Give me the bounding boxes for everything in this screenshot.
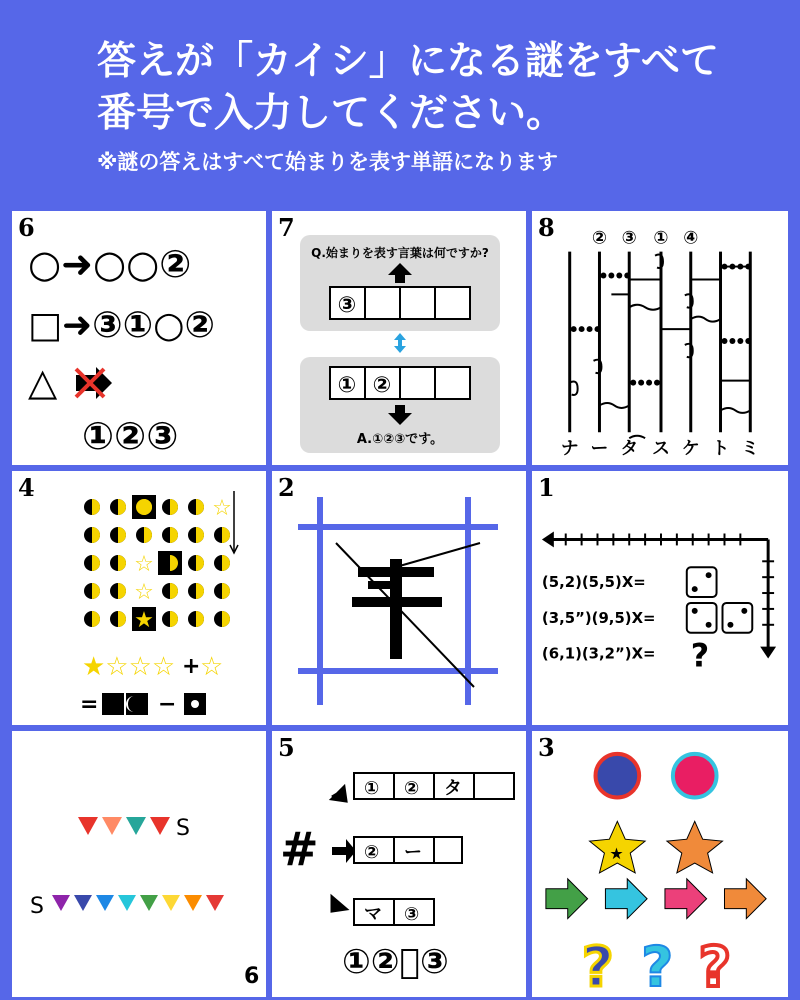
puzzle-panel-6a[interactable] — [12, 211, 266, 465]
moon-cell — [188, 583, 204, 599]
title-line-1: 答えが「カイシ」になる謎をすべて — [97, 39, 720, 84]
title-line-2: 番号で入力してください。 — [97, 91, 566, 136]
moon-cell — [84, 555, 100, 571]
circle-icon — [673, 754, 717, 798]
puzzle-panel-1[interactable] — [532, 471, 788, 725]
moon-cell — [84, 527, 100, 543]
panel-2-drawing — [272, 471, 526, 725]
moon-cell — [84, 583, 100, 599]
panel-number: 1 — [538, 473, 555, 502]
panel-number: 7 — [278, 213, 295, 242]
equation-3: (6,1)(3,2”)X= — [541, 644, 656, 663]
svg-text:ス: ス — [652, 438, 670, 460]
diagonal-lines — [336, 543, 480, 687]
svg-text:④: ④ — [683, 227, 699, 249]
swap-arrow-icon — [394, 333, 406, 353]
box-bottom-cell-2: ② — [372, 373, 392, 398]
arrow-down-icon — [760, 647, 776, 659]
plus-sign: + — [182, 654, 201, 679]
panel-6b-drawing — [12, 731, 266, 997]
svg-text:★: ★ — [134, 608, 154, 633]
question-icon: ? — [698, 935, 731, 997]
moon-cell — [110, 583, 126, 599]
svg-text:③: ③ — [404, 904, 420, 925]
header — [0, 0, 800, 210]
svg-text:☆: ☆ — [134, 552, 154, 577]
svg-text:ー: ー — [590, 438, 609, 460]
panel-8-drawing — [532, 211, 786, 465]
puzzle-panel-6b[interactable] — [12, 731, 266, 997]
star-icon — [667, 821, 723, 873]
puzzle-panel-2[interactable] — [272, 471, 526, 725]
panel-number: 8 — [538, 213, 555, 242]
question-mark: ? — [690, 638, 710, 675]
panel-number: 6 — [244, 964, 260, 989]
moon-cell — [162, 527, 178, 543]
panel-number: 3 — [538, 733, 555, 762]
hash-symbol: # — [280, 822, 319, 876]
moon-cell — [110, 527, 126, 543]
panel-number: 6 — [18, 213, 35, 242]
moon-cell — [84, 611, 100, 627]
arrow-icon — [332, 787, 346, 801]
question-icon: ? — [581, 935, 614, 997]
svg-text:☆: ☆ — [212, 496, 232, 521]
svg-text:マ: マ — [364, 904, 382, 925]
moon-cell — [132, 607, 156, 633]
svg-text:③: ③ — [621, 227, 637, 249]
panel-number: 2 — [278, 473, 295, 502]
box-bottom-cell-1: ① — [337, 373, 357, 398]
panel-number: 4 — [18, 473, 35, 502]
dice-icon — [687, 567, 717, 597]
puzzle-panel-8[interactable] — [532, 211, 788, 465]
shape-row-2: □➜③①○② — [28, 305, 216, 346]
svg-text:☆: ☆ — [134, 580, 154, 605]
page-subtitle: ※謎の答えはすべて始まりを表す単語になります — [97, 150, 558, 174]
panel-3-drawing — [532, 731, 786, 997]
moon-cell — [214, 583, 230, 599]
page-title — [97, 36, 719, 140]
arrow-row — [546, 879, 766, 919]
circle-icon — [596, 754, 640, 798]
moon-cell — [162, 583, 178, 599]
flag-row-bottom — [52, 895, 224, 911]
right-letter: S — [176, 816, 190, 841]
moon-cell — [162, 499, 178, 515]
svg-text:ミ: ミ — [741, 438, 760, 460]
moon-cell — [188, 527, 204, 543]
moon-cell — [214, 611, 230, 627]
moon-cell — [162, 611, 178, 627]
svg-text:①: ① — [364, 778, 380, 799]
svg-text:☆: ☆ — [200, 652, 224, 682]
puzzle-panel-7[interactable] — [272, 211, 526, 465]
equation-2: (3,5”)(9,5)X= — [541, 608, 656, 627]
svg-text:②: ② — [404, 778, 420, 799]
dice-icon — [687, 603, 717, 633]
box-top-cell: ③ — [337, 293, 357, 318]
panel-number: 5 — [278, 733, 295, 762]
svg-text:①: ① — [653, 227, 669, 249]
panel-7-drawing — [272, 211, 526, 465]
equals-sign: = — [80, 692, 99, 717]
svg-text:★: ★ — [609, 844, 624, 864]
arrow-icon — [332, 839, 356, 863]
svg-text:タ: タ — [444, 778, 462, 799]
svg-text:タ: タ — [620, 438, 639, 460]
answer-text: A.①②③です。 — [356, 432, 444, 447]
puzzle-grid — [12, 211, 788, 997]
moon-cell — [214, 555, 230, 571]
svg-text:②: ② — [364, 842, 380, 863]
moon-cell — [110, 611, 126, 627]
puzzle-panel-5[interactable] — [272, 731, 526, 997]
panel-5-answer: ①②゙③ — [342, 942, 449, 982]
minus-sign: − — [158, 692, 177, 717]
shape-row-1: ○➜○○② — [28, 242, 192, 286]
shape-row-3: △ — [28, 360, 58, 404]
dice-icon — [723, 603, 753, 633]
question-icon: ? — [641, 935, 674, 997]
moon-cell — [136, 527, 152, 543]
moon-cell — [212, 496, 232, 521]
moon-cell — [188, 555, 204, 571]
puzzle-panel-4[interactable] — [12, 471, 266, 725]
arrow-left-icon — [542, 532, 554, 548]
svg-text:ー: ー — [404, 842, 422, 863]
panel-5-drawing — [272, 731, 526, 997]
moon-cell — [158, 551, 182, 575]
moon-cell — [84, 499, 100, 515]
equation-1: (5,2)(5,5)X= — [541, 573, 646, 592]
moon-cell — [110, 499, 126, 515]
arrow-icon — [332, 897, 346, 911]
panel-1-drawing — [532, 471, 786, 725]
panel-4-drawing — [12, 471, 266, 725]
left-letter: S — [30, 894, 44, 919]
moon-cell — [134, 580, 154, 605]
panel-6a-drawing — [12, 211, 266, 465]
panel-6a-answer: ①②③ — [82, 414, 179, 458]
svg-text:②: ② — [591, 227, 608, 249]
moon-cell — [110, 555, 126, 571]
svg-text:ケ: ケ — [681, 438, 700, 460]
svg-text:ト: ト — [711, 438, 730, 460]
moon-cell — [134, 552, 154, 577]
moon-cell — [132, 495, 156, 519]
svg-text:ナ: ナ — [560, 438, 579, 460]
moon-cell — [214, 527, 230, 543]
moon-cell — [188, 611, 204, 627]
star-row: ★☆☆☆ — [82, 652, 176, 682]
flag-row-top — [78, 817, 170, 835]
puzzle-panel-3[interactable] — [532, 731, 788, 997]
moon-cell — [188, 499, 204, 515]
question-text: Q.始まりを表す言葉は何ですか? — [311, 246, 489, 260]
